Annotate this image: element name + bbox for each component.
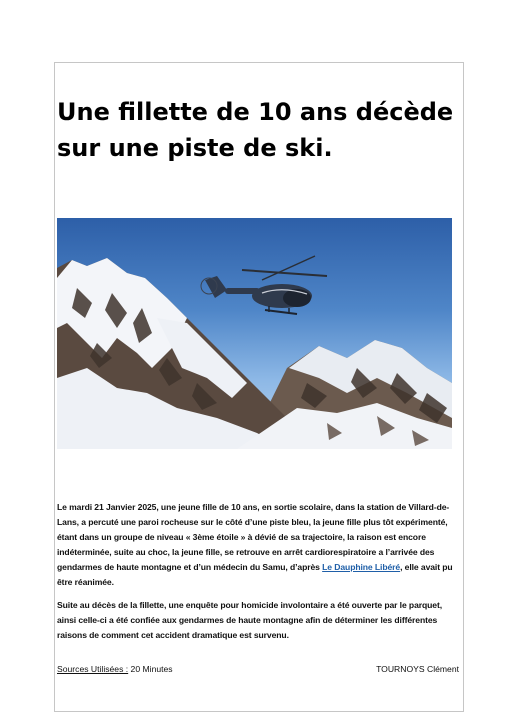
paragraph-1-text: Le mardi 21 Janvier 2025, une jeune fille de 10 ans, en sortie scolaire, dans la station de Villard-de-Lans, a percuté une paroi rocheuse sur le côté d’une piste bleu, la jeune fille plus tôt expérimenté, étant dans un groupe de niveau « 3ème étoile » à dévié de sa trajectoire, la raison est encore indéterminée, suite au choc, la jeune fille, se retrouve en arrêt cardiorespiratoire a l’arrivée des gendarmes de haute montagne et d’un médecin du Samu, d’après: [57, 502, 450, 572]
paragraph-1-text-end: , elle avait pu être réanimée.: [57, 562, 453, 587]
sources-value: 20 Minutes: [128, 664, 173, 674]
document-footer: [57, 664, 459, 678]
article-paragraph-1: [57, 500, 459, 590]
article-photo: [57, 218, 452, 449]
source-link-le-dauphine-libere[interactable]: Le Dauphine Libéré: [322, 562, 401, 572]
sources-label: Sources Utilisées :: [57, 664, 129, 674]
author-name: TOURNOYS Clément: [376, 664, 459, 674]
article-paragraph-2: Suite au décès de la fillette, une enquête pour homicide involontaire a été ouverte par le parquet, ainsi celle-ci a été confiée aux gendarmes de haute montagne afin de déterminer les différentes raisons de comment cet accident dramatique est survenu.: [57, 600, 443, 640]
sources-line: [57, 664, 173, 674]
helicopter-icon: [201, 256, 327, 314]
article-title: Une fillette de 10 ans décède sur une piste de ski.: [57, 98, 454, 162]
helicopter-mountain-image: [57, 218, 452, 449]
article-body: [57, 500, 459, 651]
